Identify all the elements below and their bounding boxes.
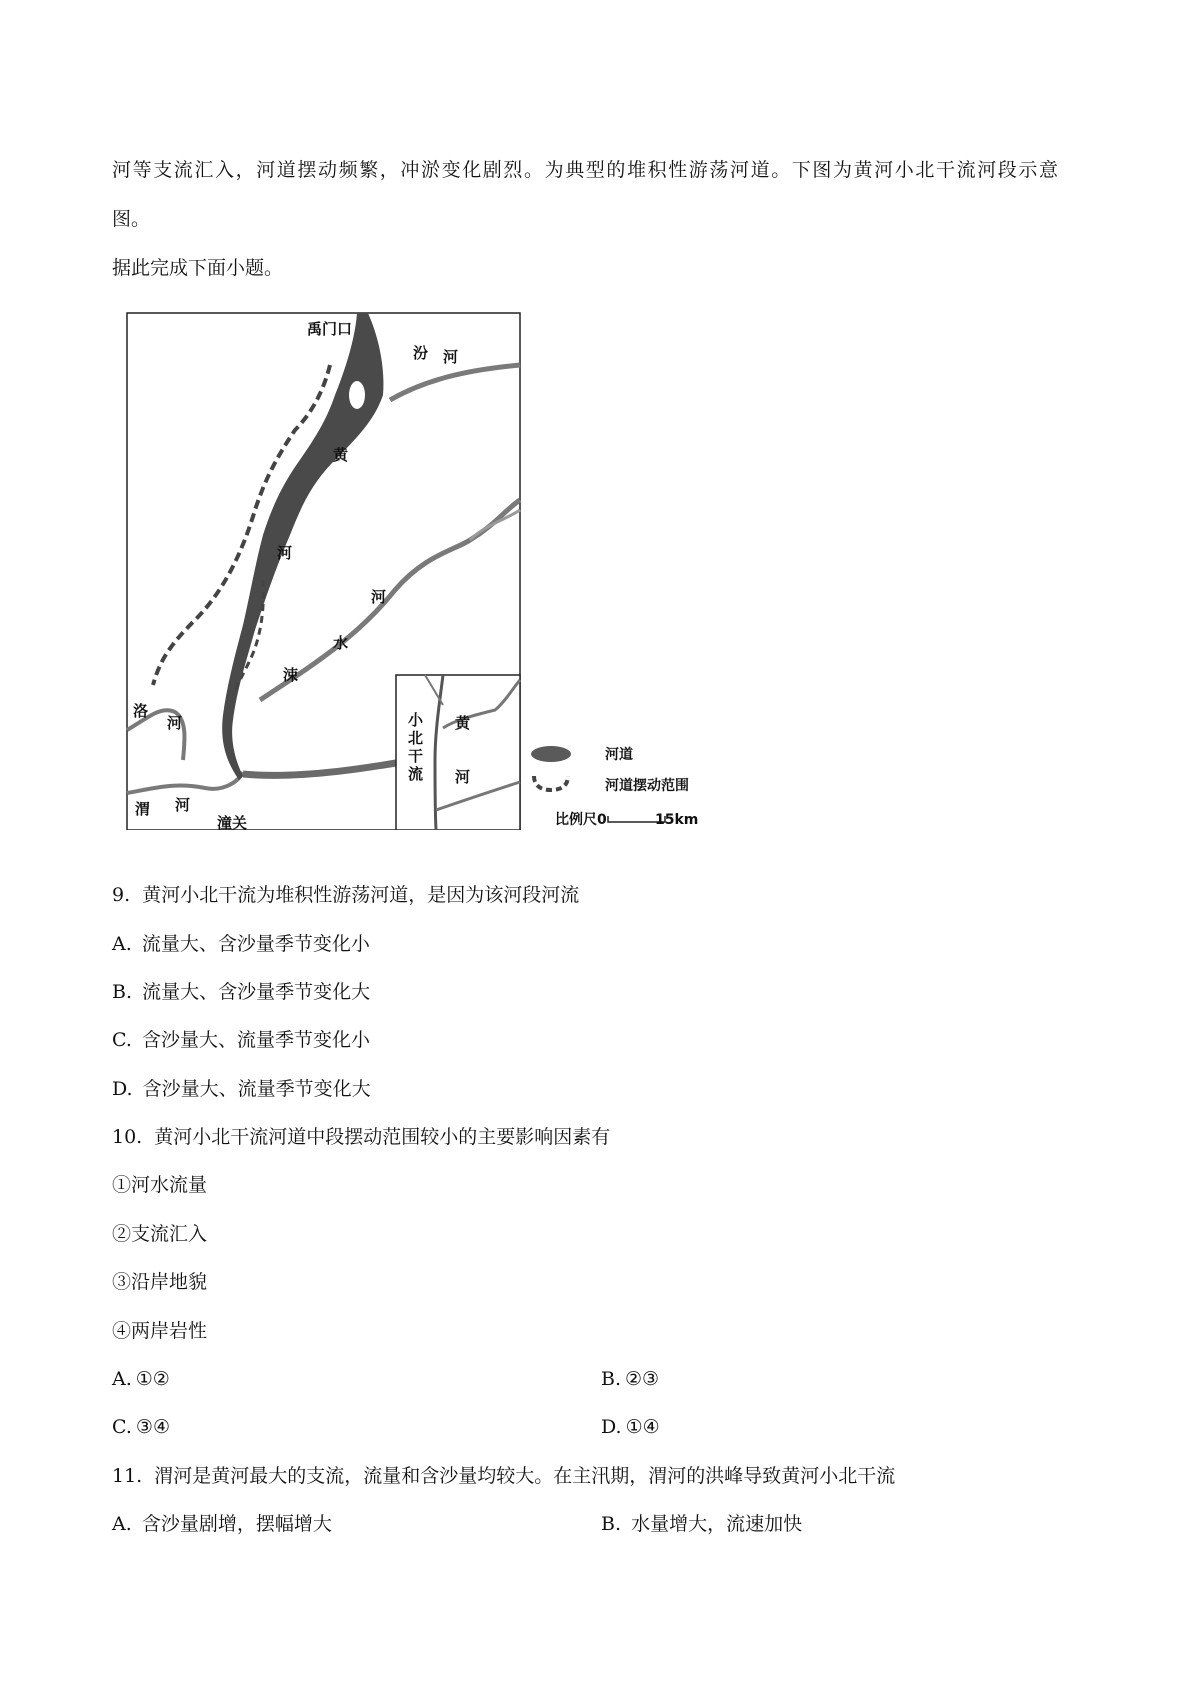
option-label: D. (112, 1078, 133, 1100)
option-10c[interactable] (112, 1414, 170, 1440)
option-text: 流量大、含沙量季节变化小 (141, 933, 370, 955)
option-text: 含沙量大、流量季节变化小 (141, 1029, 370, 1051)
option-text: ①④ (625, 1416, 660, 1438)
inset-label-bei: 北 (408, 729, 424, 747)
legend-scale-value: 15km (655, 812, 699, 828)
label-fen: 汾 (413, 344, 429, 362)
option-text: 流量大、含沙量季节变化大 (142, 981, 371, 1003)
question-9 (112, 882, 579, 908)
option-11b[interactable] (601, 1511, 802, 1537)
option-10a[interactable] (112, 1366, 170, 1392)
question-11 (112, 1463, 895, 1489)
label-tongguan: 潼关 (217, 814, 248, 830)
option-text: 含沙量剧增，摆幅增大 (141, 1513, 332, 1535)
label-he-su: 河 (371, 588, 387, 606)
inset-label-xiao: 小 (408, 711, 424, 729)
question-number: 11. (112, 1465, 143, 1487)
option-text: 水量增大，流速加快 (631, 1513, 803, 1535)
option-11a[interactable] (112, 1511, 332, 1537)
question-number: 9. (112, 884, 131, 906)
intro-line-2: 图。 (112, 208, 151, 230)
channel-island (349, 381, 365, 409)
option-label: B. (601, 1513, 622, 1535)
statement-1: ①河水流量 (112, 1174, 208, 1196)
legend-scale-label: 比例尺0 (555, 812, 607, 828)
instruction: 据此完成下面小题。 (112, 257, 284, 279)
option-text: ②③ (625, 1368, 660, 1390)
option-label: C. (112, 1029, 132, 1051)
statement-2: ②支流汇入 (112, 1223, 208, 1245)
option-label: A. (112, 1368, 132, 1390)
label-luo-he: 河 (167, 714, 183, 732)
inset-label-liu: 流 (408, 765, 424, 783)
option-9d[interactable] (112, 1076, 371, 1102)
option-text: 含沙量大、流量季节变化大 (142, 1078, 371, 1100)
question-stem: 渭河是黄河最大的支流，流量和含沙量均较大。在主汛期，渭河的洪峰导致黄河小北干流 (154, 1465, 896, 1487)
question-stem: 黄河小北干流为堆积性游荡河道，是因为该河段河流 (142, 884, 580, 906)
legend-channel-label: 河道 (605, 747, 633, 763)
statement-3: ③沿岸地貌 (112, 1271, 208, 1293)
question-number: 10. (112, 1126, 143, 1148)
option-9b[interactable] (112, 979, 370, 1005)
option-10b[interactable] (601, 1366, 659, 1392)
label-he: 河 (277, 544, 293, 562)
option-text: ③④ (135, 1416, 170, 1438)
label-huang: 黄 (333, 446, 349, 464)
legend-channel-swatch (531, 746, 571, 762)
inset-label-huang: 黄 (455, 714, 471, 732)
question-stem: 黄河小北干流河道中段摆动范围较小的主要影响因素有 (154, 1126, 611, 1148)
intro-line-1: 河等支流汇入，河道摆动频繁，冲淤变化剧烈。为典型的堆积性游荡河道。下图为黄河小北干流河段示意 (112, 159, 1060, 181)
inset-label-gan: 干 (408, 747, 424, 765)
label-shui: 水 (333, 634, 349, 652)
label-fen-he: 河 (443, 348, 459, 366)
label-su: 涑 (283, 666, 299, 684)
label-wei-he: 河 (175, 796, 191, 814)
option-9a[interactable] (112, 931, 370, 957)
option-label: D. (601, 1416, 622, 1438)
option-label: B. (112, 981, 133, 1003)
option-label: A. (112, 1513, 132, 1535)
option-10d[interactable] (601, 1414, 660, 1440)
legend-swing-swatch (534, 776, 568, 790)
option-text: ①② (135, 1368, 170, 1390)
label-yumenkou: 禹门口 (307, 320, 353, 338)
yellow-river-map (125, 310, 725, 830)
legend-swing-label: 河道摆动范围 (605, 778, 689, 794)
option-label: C. (112, 1416, 132, 1438)
inset-label-he: 河 (455, 768, 471, 786)
question-10 (112, 1124, 610, 1150)
label-wei: 渭 (135, 800, 151, 818)
option-9c[interactable] (112, 1027, 370, 1053)
statement-4: ④两岸岩性 (112, 1320, 208, 1342)
option-label: B. (601, 1368, 622, 1390)
option-label: A. (112, 933, 132, 955)
label-luo: 洛 (133, 702, 149, 720)
